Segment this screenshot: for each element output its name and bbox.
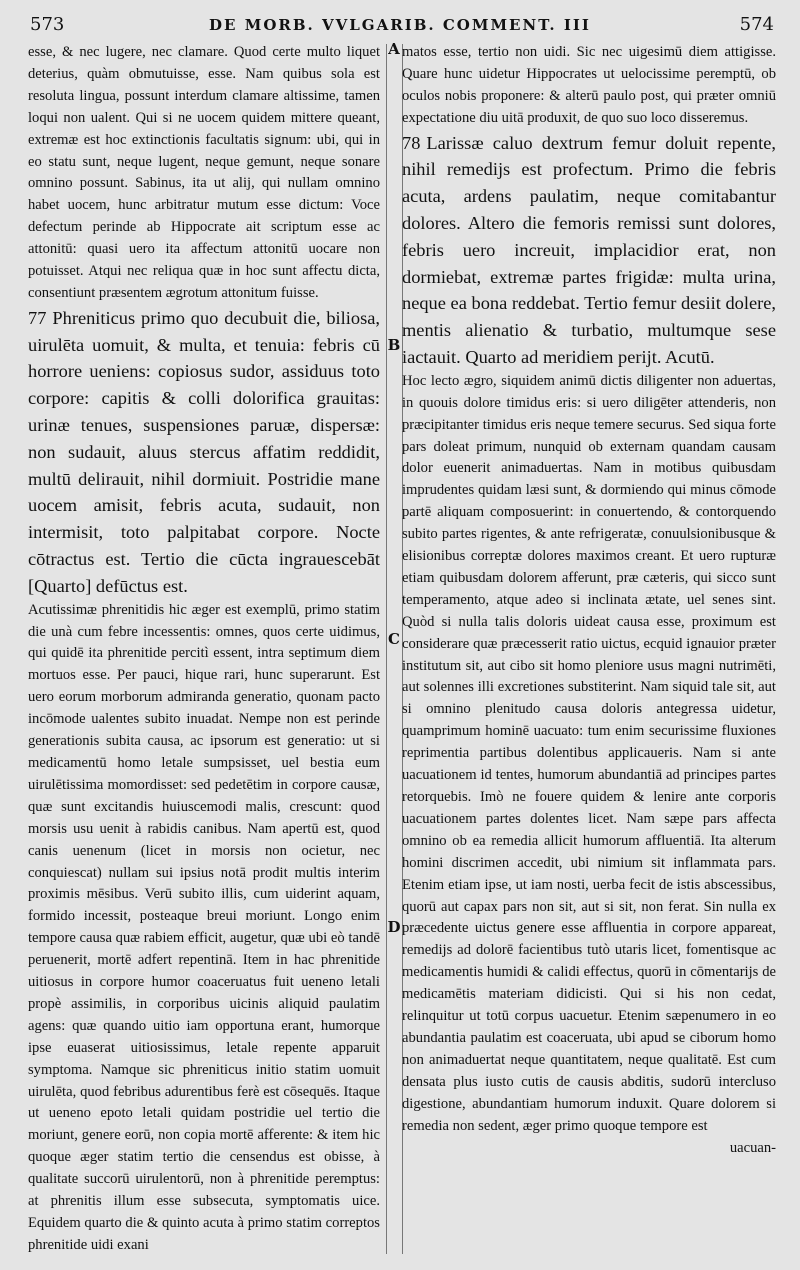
commentary-paragraph: matos esse, tertio non uidi. Sic nec uigesimū diem attigisse. Quare hunc uidetur Hippocrates ut uelocissime peremptū, ob oculos nobis proponere: & alterū paulo post, qui prӕter omniū expectatione diu uitā produxit, de quo suo loco disseremus. [402, 44, 776, 126]
column-rule-left [386, 44, 387, 1254]
aphorism-text: Phreniticus primo quo decubuit die, biliosa, uirulēta uomuit, & multa, et tenuia: febris cū horrore ueniens: copiosus sudor, assiduus toto corpore: capitis & colli dolorifica grauitas: urinæ tenues, suspensiones paruæ, dispersæ: non sudauit, aluus stercus affatim reddidit, multū delirauit, nihil dormiuit. Postridie mane uocem amisit, febris acuta, sudauit, non intermisit, toto palpitabat corpore. Nocte cōtractus est. Tertio die cūcta ingrauescebāt [Quarto] defūctus est. [28, 307, 380, 596]
commentary-paragraph: esse, & nec lugere, nec clamare. Quod certe multo liquet deterius, quàm obmutuisse, esse. Nam quibus sola est resoluta lingua, possunt interdum clamare altissime, tamen loqui non ualent. Qui si ne uocem quidem mittere queant, extremæ est hoc extinctionis facultatis signum: ubi, qui in eo statu sunt, neque lugent, neque gemunt, neque sonare omnino possunt. Sabinus, ita ut alij, qui nullam omnino habet uocem, hunc arbitratur mutum esse dictum: Voce defectum perinde ab Hippocrate ait scriptum esse ac attonitū: quasi uero ita affectum attonitū uocare non potuisset. Atqui nec reliqua quæ in hoc sunt affectu dicta, consentiunt præsentem ægrotum attonitum fuisse. [28, 44, 380, 301]
commentary-paragraph: Hoc lecto ægro, siquidem animū dictis diligenter non aduertas, in quouis dolore timidus eris: si uero diligēter attenderis, non præcipitanter timidus eris neque temere securus. Sed siqua forte pars doleat primum, nunquid ob externam quandam causam dolor euenerit animaduertas. Nam in motibus quibusdam imprudentes quidam læsi sunt, & dormiendo qui minus cōmode partē aliquam composuerint: in conuertendo, & contorquendo subito partes rigentes, & ante refrigeratæ, conuulsionibusque & elisionibus correptæ dolores maximos creant. Et uero rupturæ etiam quibusdam dolorem afferunt, præ cæteris, qui sicco sunt temperamento, atque adeo si inclinata ætate, uel senes sint. Quòd si nulla talis doloris uideat causa esse, proximum est considerare quæ præcesserit ratio uictus, ecquid ignauior præter institutum sit, aut cibo sit homo pleniore usus magni nutrimēti, aut solennes illi excretiones substiterint. Nam siquid tale sit, aut si omnino plenitudo causa doloris antegressa uidetur, quamprimum hominē uacuato: tum enim securissime fluxiones reprimentia partibus dolentibus applicaueris. Nam si ante uacuationem id tentes, humorum abundantiā ad principes partes retorquebis. Imò ne fouere quidem & lenire ante corporis uacuationem partes dolentes licet. Nam sæpe pars affecta omnino ob ea remedia allicit humorum affluentiā. Ita alterum homini discrimen accedit, ubi nimium sit inflammata pars. Etenim etiam ipse, ut iam nosti, uerba fecit de istis abscessibus, quorū aut capax pars non sit, aut si sit, non ferat. Sin nulla ex præcedente uictus genere esse affluentia in corpore appareat, remedijs ad dolorē facientibus tutò utaris licet, fomentisque ac medicamentis humidi & calidi effectus, quorū in cōmentarijs de medicamētis materiam didicisti. Qui si his non cedat, relinquitur ut totū corpus uacuetur. Etenim sæpenumero in eo abundantia paulatim est coaceruata, ubi apud se ciborum homo non animaduertat neque quantitatem, neque qualitatē. Est cum densata plus iusto cutis de causis abditis, sudorū intercluso digestione, abundantiam humorum induxit. Quare dolorem si remedia non sedent, æger primo quoque tempore est [402, 372, 776, 1134]
page-number-right: 574 [739, 14, 774, 35]
aphorism-text: Larissæ caluo dextrum femur doluit repente, nihil remedijs est profectum. Primo die febris acuta, ardens paulatim, neque comitabantur dolores. Altero die femoris remissi sunt dolores, febris uero increuit, implacidior erat, non dormiebat, extremæ partes frigidæ: multa urina, neque ea bona reddebat. Tertio femur desiit dolere, mentis alienatio & turbatio, multumque sese iactauit. Quarto ad meridiem perijt. Acutū. [402, 132, 776, 367]
margin-marker-b: B [387, 336, 401, 354]
catchword: uacuan- [729, 1139, 776, 1156]
right-column [402, 42, 776, 1257]
running-title: DE MORB. VVLGARIB. COMMENT. III [209, 16, 591, 34]
aphorism-78 [402, 130, 776, 371]
page-header [0, 14, 800, 38]
aphorism-77 [28, 305, 380, 600]
margin-marker-a: A [388, 40, 400, 58]
left-column [28, 42, 380, 1257]
page-number-left: 573 [30, 14, 65, 35]
section-number: 78 [402, 132, 421, 153]
margin-marker-d: D [387, 918, 401, 936]
margin-marker-c: C [388, 630, 400, 648]
section-number: 77 [28, 307, 47, 328]
commentary-paragraph: Acutissimæ phrenitidis hic æger est exemplū, primo statim die unà cum febre incessentis: omnes, quos certe uidimus, qui quidē ita phrenitide percitì essent, intra septimum diem mortuos esse. Per pauci, hique rari, hunc superarunt. Est uero eorum morborum admiranda generatio, quonam pacto incōmode ualentes subito inuadat. Nempe non est perinde generationis subita causa, ac ipsorum est generatio: ut si medicamentū homo letale sumpsisset, uel bestia eum uirulētissima momordisset: sed pedetētim in corpore causæ, quæ sunt excitandis huiuscemodi malis, crescunt: quod morsis usu uenit à rabidis canibus. Nam apertū est, quod canis uenenum (licet in morsis non ocietur, nec conquiescat) nullam sui ipsius notā prodit multis interim proximis mēsibus. Verū subito illis, cum uiderint aquam, formido incessit, posteaque breui moriunt. Longo enim tempore causa quæ rabiem efficit, augetur, quæ ubi eò tandē peruenerit, mortē adfert repentinā. Item in hac phrenitide uitiosus in corpore humor coaceruatus fuit ueneno letali propè assimilis, in corporibus uicinis aliquid paulatim agens: quæ quando uitio iam opportuna erant, humorque ipse euaserat uitiosissimus, letale repente apparuit symptoma. Namque sic phreniticus initio statim uomuit uirulēta, quod febribus adurentibus ferè est cōsequēs. Itaque ut ueneno epoto letali quidam postridie uel tertio die moriunt, genere eorū, non copia mortē afferente: & item hic quoque æger statim tertio die censendus est obisse, à qualitate succorū uirulentorū, non à phrenitide peremptus: at phrenitis illum esse subsecuta, symptomatis uice. Equidem quarto die & quinto acuta à primo statim correptos phrenitide uidi exani [28, 601, 380, 1253]
